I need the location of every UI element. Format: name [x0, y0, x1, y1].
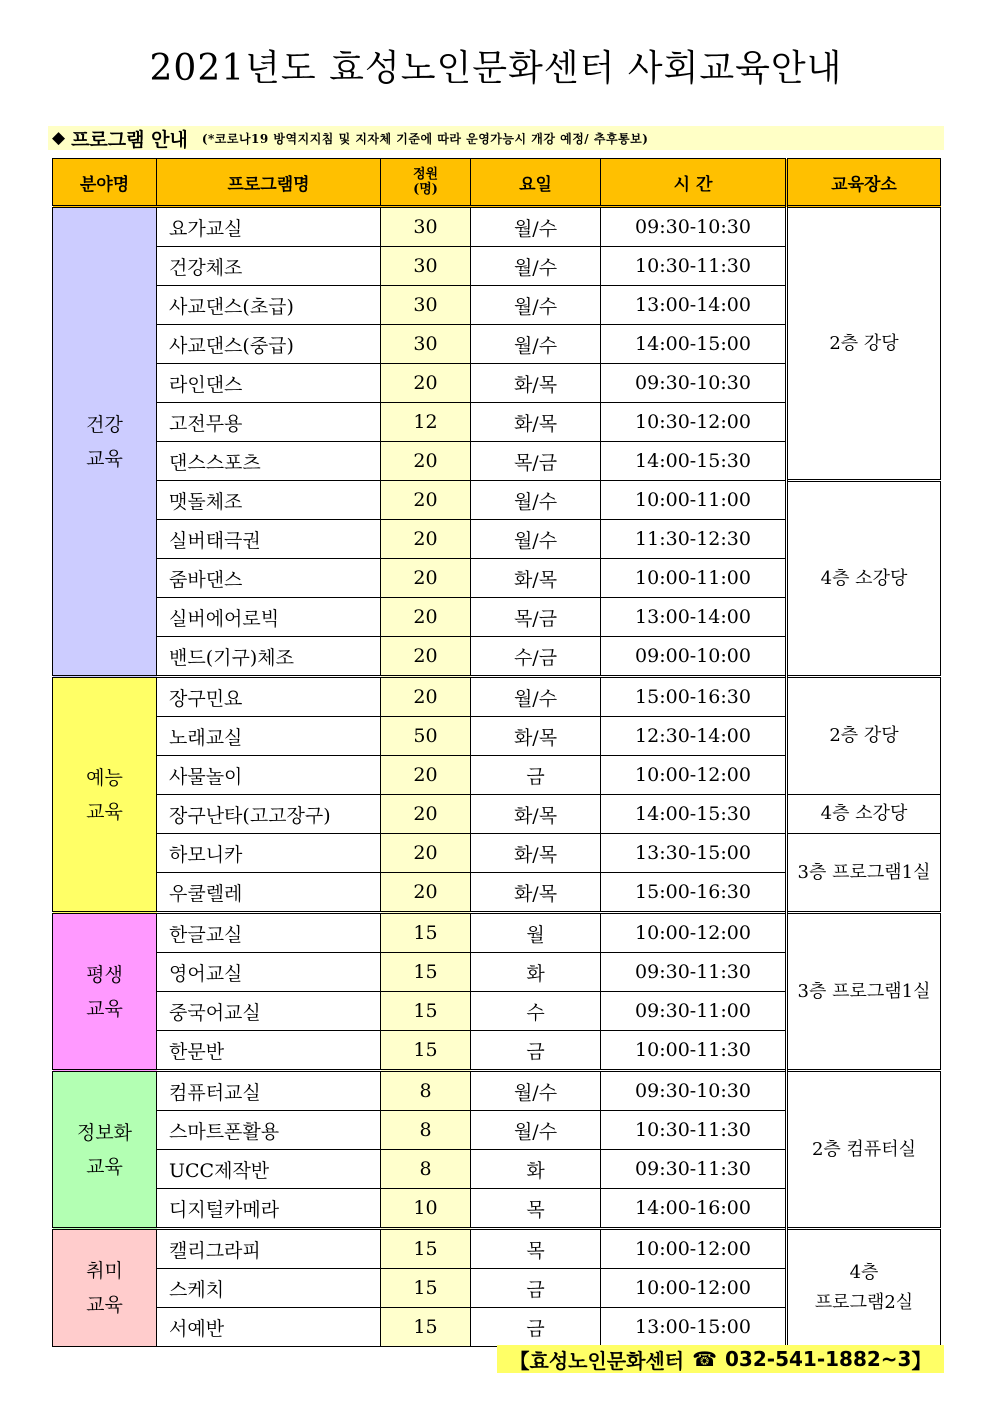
- day: 화/목: [471, 364, 601, 403]
- capacity: 15: [381, 1269, 471, 1308]
- capacity: 20: [381, 559, 471, 598]
- time: 09:30-11:30: [601, 1150, 787, 1189]
- capacity: 20: [381, 364, 471, 403]
- time: 10:00-12:00: [601, 1269, 787, 1308]
- program-name: 건강체조: [157, 247, 381, 286]
- category-health: 건강 교육: [53, 207, 157, 677]
- program-name: 사교댄스(초급): [157, 286, 381, 325]
- program-name: 사교댄스(중급): [157, 325, 381, 364]
- program-name: 한문반: [157, 1031, 381, 1071]
- time: 13:00-14:00: [601, 286, 787, 325]
- time: 12:30-14:00: [601, 717, 787, 756]
- day: 화/목: [471, 717, 601, 756]
- program-name: 디지털카메라: [157, 1189, 381, 1229]
- program-name: 컴퓨터교실: [157, 1071, 381, 1111]
- day: 월/수: [471, 207, 601, 247]
- capacity: 10: [381, 1189, 471, 1229]
- header-capacity: 정원 (명): [381, 159, 471, 207]
- program-name: 스마트폰활용: [157, 1111, 381, 1150]
- program-name: 영어교실: [157, 953, 381, 992]
- capacity: 20: [381, 677, 471, 717]
- capacity: 15: [381, 992, 471, 1031]
- program-table: [52, 158, 941, 1347]
- program-name: 하모니카: [157, 834, 381, 873]
- time: 15:00-16:30: [601, 677, 787, 717]
- program-name: 한글교실: [157, 913, 381, 953]
- section-header: [48, 126, 944, 150]
- capacity: 12: [381, 403, 471, 442]
- time: 09:30-10:30: [601, 364, 787, 403]
- diamond-icon: ◆: [52, 128, 66, 148]
- footer-phone: 032-541-1882~3: [725, 1347, 912, 1371]
- place: 2층 컴퓨터실: [787, 1071, 941, 1229]
- day: 월/수: [471, 481, 601, 520]
- place: 4층 프로그램2실: [787, 1229, 941, 1347]
- capacity: 20: [381, 756, 471, 795]
- capacity: 20: [381, 795, 471, 834]
- program-name: 사물놀이: [157, 756, 381, 795]
- day: 월/수: [471, 520, 601, 559]
- capacity: 15: [381, 1031, 471, 1071]
- time: 14:00-15:30: [601, 442, 787, 481]
- day: 수/금: [471, 637, 601, 677]
- capacity: 20: [381, 834, 471, 873]
- day: 수: [471, 992, 601, 1031]
- table-row: [53, 481, 941, 520]
- place: 3층 프로그램1실: [787, 834, 941, 913]
- footer-center-name: 효성노인문화센터: [529, 1348, 685, 1373]
- day: 화/목: [471, 559, 601, 598]
- time: 10:30-11:30: [601, 247, 787, 286]
- capacity: 20: [381, 637, 471, 677]
- time: 13:00-14:00: [601, 598, 787, 637]
- day: 목/금: [471, 442, 601, 481]
- time: 10:30-11:30: [601, 1111, 787, 1150]
- day: 화/목: [471, 834, 601, 873]
- capacity: 8: [381, 1071, 471, 1111]
- capacity: 15: [381, 1229, 471, 1269]
- time: 10:00-11:00: [601, 481, 787, 520]
- program-name: 라인댄스: [157, 364, 381, 403]
- time: 10:00-11:30: [601, 1031, 787, 1071]
- footer-close-bracket: 】: [911, 1348, 932, 1373]
- time: 14:00-15:00: [601, 325, 787, 364]
- day: 화/목: [471, 795, 601, 834]
- program-name: 장구난타(고고장구): [157, 795, 381, 834]
- time: 09:30-10:30: [601, 207, 787, 247]
- header-category: 분야명: [53, 159, 157, 207]
- time: 11:30-12:30: [601, 520, 787, 559]
- program-name: 줌바댄스: [157, 559, 381, 598]
- page-title: 2021년도 효성노인문화센터 사회교육안내: [149, 48, 843, 89]
- time: 10:00-12:00: [601, 756, 787, 795]
- day: 금: [471, 1269, 601, 1308]
- program-name: 고전무용: [157, 403, 381, 442]
- time: 13:00-15:00: [601, 1308, 787, 1347]
- time: 10:00-12:00: [601, 1229, 787, 1269]
- capacity: 30: [381, 286, 471, 325]
- capacity: 50: [381, 717, 471, 756]
- capacity: 8: [381, 1150, 471, 1189]
- table-row: [53, 677, 941, 717]
- program-name: 맷돌체조: [157, 481, 381, 520]
- day: 월/수: [471, 247, 601, 286]
- program-name: 밴드(기구)체조: [157, 637, 381, 677]
- place: 4층 소강당: [787, 795, 941, 834]
- day: 화/목: [471, 403, 601, 442]
- place: 2층 강당: [787, 677, 941, 795]
- capacity: 30: [381, 207, 471, 247]
- day: 목: [471, 1189, 601, 1229]
- time: 15:00-16:30: [601, 873, 787, 913]
- day: 금: [471, 1031, 601, 1071]
- capacity: 15: [381, 913, 471, 953]
- capacity: 20: [381, 442, 471, 481]
- day: 월/수: [471, 1071, 601, 1111]
- program-name: 스케치: [157, 1269, 381, 1308]
- time: 09:30-11:30: [601, 953, 787, 992]
- program-name: 중국어교실: [157, 992, 381, 1031]
- time: 09:30-11:00: [601, 992, 787, 1031]
- program-name: 서예반: [157, 1308, 381, 1347]
- program-name: 실버에어로빅: [157, 598, 381, 637]
- time: 14:00-15:30: [601, 795, 787, 834]
- category-art: 예능 교육: [53, 677, 157, 913]
- capacity: 8: [381, 1111, 471, 1150]
- footer-open-bracket: 【: [509, 1348, 530, 1373]
- table-row: [53, 834, 941, 873]
- day: 금: [471, 756, 601, 795]
- time: 09:00-10:00: [601, 637, 787, 677]
- section-note: (*코로나19 방역지지침 및 지자체 기준에 따라 운영가능시 개강 예정/ 추후통보): [201, 131, 649, 146]
- header-time: 시 간: [601, 159, 787, 207]
- day: 월/수: [471, 286, 601, 325]
- day: 월: [471, 913, 601, 953]
- place: 3층 프로그램1실: [787, 913, 941, 1071]
- day: 월/수: [471, 325, 601, 364]
- phone-icon: ☎: [692, 1347, 718, 1371]
- day: 목: [471, 1229, 601, 1269]
- category-lifelong: 평생 교육: [53, 913, 157, 1071]
- capacity: 30: [381, 325, 471, 364]
- program-name: 우쿨렐레: [157, 873, 381, 913]
- time: 13:30-15:00: [601, 834, 787, 873]
- capacity: 30: [381, 247, 471, 286]
- capacity: 15: [381, 953, 471, 992]
- program-name: 캘리그라피: [157, 1229, 381, 1269]
- table-row: [53, 1229, 941, 1269]
- footer-contact: [497, 1345, 944, 1373]
- table-row: [53, 795, 941, 834]
- program-name: 장구민요: [157, 677, 381, 717]
- category-info: 정보화 교육: [53, 1071, 157, 1229]
- table-row: [53, 913, 941, 953]
- day: 월/수: [471, 677, 601, 717]
- time: 10:00-12:00: [601, 913, 787, 953]
- day: 목/금: [471, 598, 601, 637]
- category-hobby: 취미 교육: [53, 1229, 157, 1347]
- section-label: 프로그램 안내: [71, 128, 188, 151]
- place: 4층 소강당: [787, 481, 941, 677]
- header-day: 요일: [471, 159, 601, 207]
- capacity: 15: [381, 1308, 471, 1347]
- header-row: [53, 159, 941, 207]
- time: 14:00-16:00: [601, 1189, 787, 1229]
- day: 월/수: [471, 1111, 601, 1150]
- day: 화: [471, 1150, 601, 1189]
- program-name: 요가교실: [157, 207, 381, 247]
- time: 09:30-10:30: [601, 1071, 787, 1111]
- place: 2층 강당: [787, 207, 941, 481]
- day: 화: [471, 953, 601, 992]
- header-program: 프로그램명: [157, 159, 381, 207]
- table-row: [53, 207, 941, 247]
- day: 금: [471, 1308, 601, 1347]
- program-name: 노래교실: [157, 717, 381, 756]
- time: 10:30-12:00: [601, 403, 787, 442]
- day: 화/목: [471, 873, 601, 913]
- capacity: 20: [381, 520, 471, 559]
- time: 10:00-11:00: [601, 559, 787, 598]
- table-row: [53, 1071, 941, 1111]
- capacity: 20: [381, 873, 471, 913]
- capacity: 20: [381, 481, 471, 520]
- capacity: 20: [381, 598, 471, 637]
- header-place: 교육장소: [787, 159, 941, 207]
- program-name: UCC제작반: [157, 1150, 381, 1189]
- program-name: 실버태극권: [157, 520, 381, 559]
- program-name: 댄스스포츠: [157, 442, 381, 481]
